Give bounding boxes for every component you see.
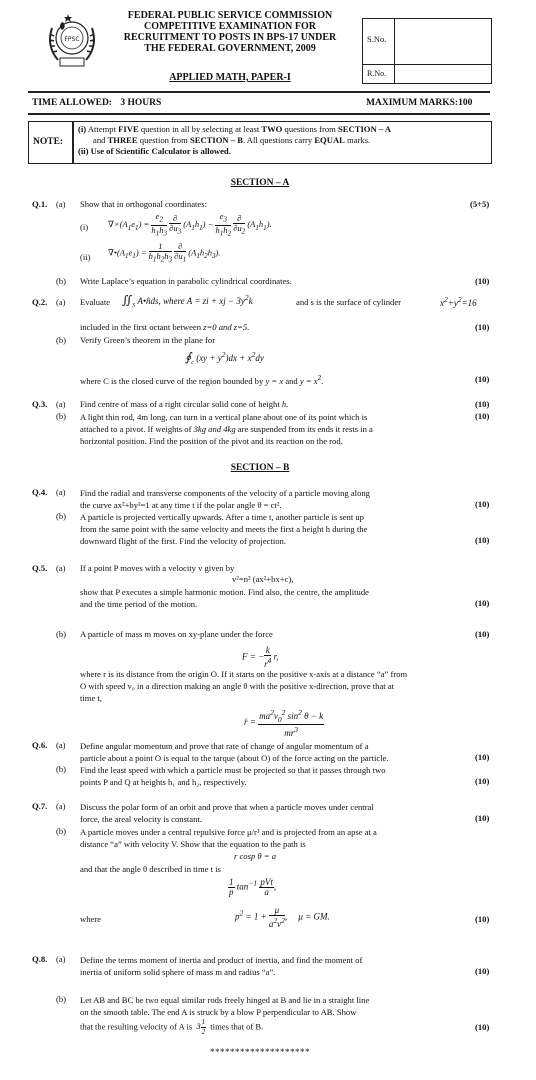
q2-number: Q.2.: [32, 297, 48, 307]
q5a-line-1: If a point P moves with a velocity v given by: [80, 563, 235, 573]
note-instruction-1b: and THREE question from SECTION – B. All questions carry EQUAL marks.: [93, 135, 371, 145]
q2b-marks: (10): [475, 374, 490, 384]
q7b-line-2: distance “a” with velocity V. Show that the equation to the path is: [80, 839, 306, 849]
q5b-marks: (10): [475, 629, 490, 639]
footer-stars: ********************: [210, 1047, 310, 1057]
exam-line-4: THE FEDERAL GOVERNMENT, 2009: [144, 43, 316, 54]
q6a-label: (a): [56, 740, 66, 750]
q1-number: Q.1.: [32, 199, 48, 209]
note-instruction-1: (i) Attempt FIVE question in all by selecting at least TWO questions from SECTION – A: [78, 124, 392, 134]
q6a-marks: (10): [475, 752, 490, 762]
q4-number: Q.4.: [32, 487, 48, 497]
q5a-label: (a): [56, 563, 66, 573]
q8b-line-2: on the smooth table. The end A is struck by a blow P perpendicular to AB. Show: [80, 1007, 357, 1017]
q5a-line-2: show that P executes a simple harmonic motion. Find also, the centre, the amplitude: [80, 587, 369, 597]
q5b-line-4: time t,: [80, 693, 102, 703]
q2a-cylinder: $x^2+y^2=16$: [440, 295, 477, 308]
q4b-line-3: downward flight of the first. Find the velocity of projection.: [80, 536, 286, 546]
q2a-label: (a): [56, 297, 66, 307]
section-b-heading: SECTION – B: [230, 463, 290, 473]
fpsc-emblem: [42, 8, 102, 74]
q2b-where: where C is the closed curve of the region bounded by y = x and $y = x^2$.: [80, 374, 324, 386]
exam-line-2: COMPETITIVE EXAMINATION FOR: [143, 21, 317, 32]
q1a-label: (a): [56, 199, 66, 209]
paper-title: APPLIED MATH, PAPER-I: [169, 72, 291, 83]
q7b-label: (b): [56, 826, 67, 836]
q1a-text: Show that in orthogonal coordinates:: [80, 199, 207, 209]
q1a-ii-label: (ii): [80, 252, 91, 262]
q8-number: Q.8.: [32, 954, 48, 964]
q4b-marks: (10): [475, 535, 490, 545]
q3b-line-1: A light thin rod, 4m long, can turn in a vertical plane about one of its point which is: [80, 412, 368, 422]
q3a-marks: (10): [475, 399, 490, 409]
q2a-evaluate: Evaluate: [80, 297, 111, 307]
q1b-marks: (10): [475, 276, 490, 286]
q7b-angle-equation: $\frac{1}{p}$ $\tan^{-1}$ $\frac{\text{pVt}}{a}$ ,: [229, 877, 277, 897]
section-a-heading: SECTION – A: [230, 178, 290, 188]
q6b-label: (b): [56, 764, 67, 774]
max-marks: MAXIMUM MARKS:100: [366, 98, 473, 108]
q5-number: Q.5.: [32, 563, 48, 573]
q7a-line-1: Discuss the polar form of an orbit and prove that when a particle moves under central: [80, 802, 374, 812]
q5b-line-3: O with speed v₀ in a direction making an angle θ with the positive x-direction, prove that at: [80, 681, 395, 691]
q8a-label: (a): [56, 954, 66, 964]
q3a-text: Find centre of mass of a right circular solid cone of height h.: [80, 399, 289, 409]
rno-label: R.No.: [367, 69, 387, 78]
q8b-label: (b): [56, 994, 67, 1004]
q6-number: Q.6.: [32, 740, 48, 750]
q5b-line-1: A particle of mass m moves on xy-plane under the force: [80, 629, 273, 639]
q4a-label: (a): [56, 487, 66, 497]
note-label: NOTE:: [33, 137, 64, 147]
q2a-text-2: included in the first octant between z=0 and z=5.: [80, 322, 250, 332]
q4b-line-2: from the same point with the same velocity and meets the first a height h during the: [80, 524, 368, 534]
q6b-line-1: Find the least speed with which a particle must be projected so that it passes through two: [80, 765, 386, 775]
q7b-line-1: A particle moves under a central repulsive force μ/r³ and is projected from an apse at a: [80, 827, 377, 837]
q2a-integral: $∬_S$ A•n̂ds, where A = zi + xj − $3y^2k$: [122, 293, 253, 309]
org-name: FEDERAL PUBLIC SERVICE COMMISSION: [127, 10, 333, 21]
note-instruction-2: (ii) Use of Scientific Calculator is allowed.: [78, 146, 231, 156]
q7a-line-2: force, the areal velocity is constant.: [80, 814, 202, 824]
q7b-path-equation: r cosp θ = a: [234, 851, 277, 861]
q3a-label: (a): [56, 399, 66, 409]
q1a-i-label: (i): [80, 222, 89, 232]
q2b-label: (b): [56, 335, 67, 345]
q7b-where: where: [80, 914, 101, 924]
q5a-line-3: and the time period of the motion.: [80, 599, 198, 609]
q6b-marks: (10): [475, 776, 490, 786]
q8a-line-2: inertia of uniform solid sphere of mass m and radius “a”.: [80, 967, 276, 977]
q4a-line-2: the curve ax²+by²=1 at any time t if the polar angle θ = ct².: [80, 500, 282, 510]
q5a-equation: v²=n² (ax²+bx+c),: [232, 574, 294, 584]
q2b-text: Verify Green’s theorem in the plane for: [80, 335, 216, 345]
exam-line-3: RECRUITMENT TO POSTS IN BPS-17 UNDER: [123, 32, 337, 43]
q4a-marks: (10): [475, 499, 490, 509]
q7b-marks: (10): [475, 914, 490, 924]
q3-number: Q.3.: [32, 399, 48, 409]
q3b-line-3: horizontal position. Find the position of the pivot and its reaction on the rod.: [80, 436, 343, 446]
q2a-text-1: and s is the surface of cylinder: [296, 297, 401, 307]
svg-text:FPSC: FPSC: [64, 36, 80, 43]
q1b-text: Write Laplace’s equation in parabolic cylindrical coordinates.: [80, 276, 292, 286]
q7b-line-3: and that the angle θ described in time t is: [80, 864, 221, 874]
q1a-i-equation: $\nabla\times(A_1e_1)$ = $\frac{e_2}{h_1h_3}$ $\frac{\partial}{\partial u_3}$ $(A_1h_1)$ − $\frac{e_3}{h_1h_2}$ $\frac{\partial}{\partial u_2}$ $(A_1h_1)$.: [108, 211, 272, 238]
q8b-line-3: that the resulting velocity of A is 3 $\frac{1}{2}$ times that of B.: [80, 1018, 264, 1036]
q5a-marks: (10): [475, 598, 490, 608]
q4b-label: (b): [56, 511, 67, 521]
time-value: 3 HOURS: [120, 98, 162, 108]
q3b-marks: (10): [475, 411, 490, 421]
q1a-ii-equation: $\nabla•(A_1e_1)$ = $\frac{1}{h_1h_2h_3}$ $\frac{\partial}{\partial u_1}$ $(A_1h_2h_3)$.: [108, 241, 221, 264]
q8a-marks: (10): [475, 966, 490, 976]
q6a-line-1: Define angular momentum and prove that rate of change of angular momentum of a: [80, 741, 369, 751]
q2b-equation: $∮_c$ $(xy + y^2)dx + x^2dy$: [185, 350, 264, 366]
q3b-label: (b): [56, 411, 67, 421]
q7-number: Q.7.: [32, 801, 48, 811]
q5b-line-2: where r is its distance from the origin O. If it starts on the positive x-axis at a distance “a” from: [80, 669, 408, 679]
q3b-line-2: attached to a pivot. If weights of 3kg and 4kg are suspended from its ends it rests in a: [80, 424, 373, 434]
q8b-line-1: Let AB and BC be two equal similar rods freely hinged at B and lie in a straight line: [80, 995, 370, 1005]
q2a-marks: (10): [475, 322, 490, 332]
q7a-marks: (10): [475, 813, 490, 823]
q5b-force-equation: F = − $\frac{k}{r^4}$ r,: [242, 645, 279, 669]
q6a-line-2: particle about a point O is equal to the tarque (about O) of the force acting on the particle.: [80, 753, 389, 763]
q8b-marks: (10): [475, 1022, 490, 1032]
q4a-line-1: Find the radial and transverse components of the velocity of a particle moving along: [80, 488, 370, 498]
sno-label: S.No.: [367, 34, 387, 44]
time-label: TIME ALLOWED:: [32, 98, 112, 108]
q7b-p-equation: $p^2 = 1$ + $\frac{\mu}{a^2v^2}$ , μ = GM.: [235, 905, 330, 929]
q6b-line-2: points P and Q at heights h₁ and h₂, respectively.: [80, 777, 247, 787]
q7a-label: (a): [56, 801, 66, 811]
q8a-line-1: Define the terms moment of inertia and product of inertia, and find the moment of: [80, 955, 363, 965]
q1b-label: (b): [56, 276, 67, 286]
q1a-marks: (5+5): [470, 199, 490, 209]
q5b-result-equation: r̈ = $\frac{ma^2v_0^2 \sin^2 \theta - k}{mr^3}$: [244, 708, 324, 738]
q4b-line-1: A particle is projected vertically upwards. After a time t, another particle is sent up: [80, 512, 364, 522]
q5b-label: (b): [56, 629, 67, 639]
